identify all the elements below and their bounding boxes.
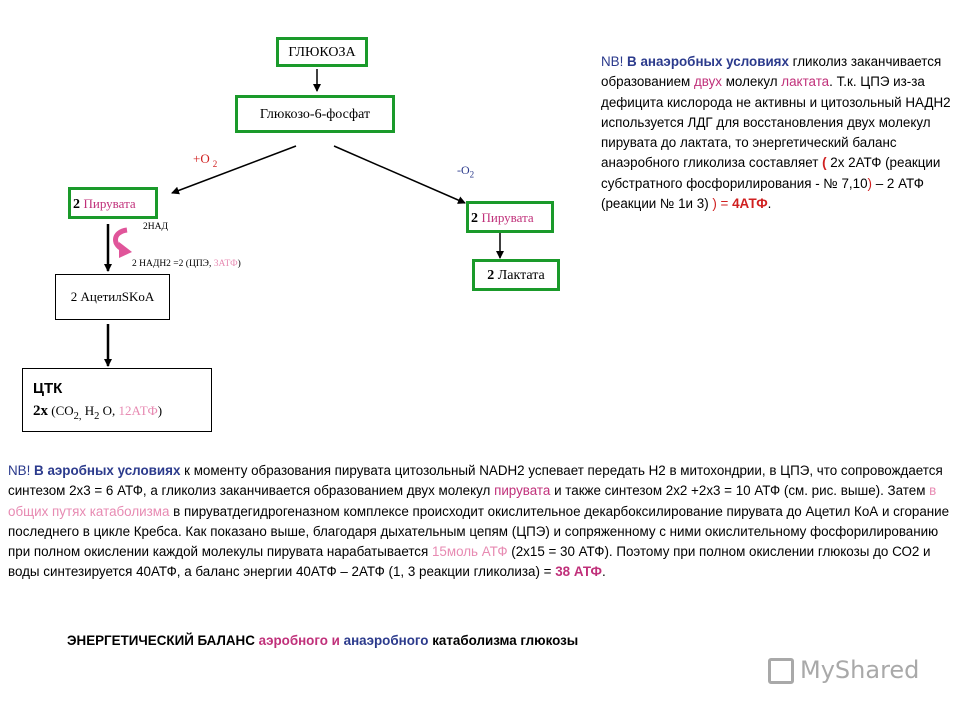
arrow-g6p-to-anaerobic	[334, 146, 465, 203]
aerobic-note-piruvata: пирувата	[494, 483, 551, 499]
minus-o2-sub: 2	[469, 169, 475, 180]
minus-o2-prefix: -О	[457, 163, 470, 177]
anaerobic-note-paren-open: (	[822, 155, 831, 171]
anaerobic-note-nb: NB!	[601, 54, 628, 69]
nad-label: 2НАД	[143, 222, 168, 232]
aerobic-note-dot: .	[601, 564, 606, 580]
ctk-title: ЦТК	[33, 380, 63, 397]
energy-balance-heading	[67, 633, 578, 648]
aerobic-note-nb: NB!	[8, 463, 35, 478]
plus-o2-label	[193, 151, 217, 169]
ctk-open: (СО	[48, 403, 74, 418]
aerobic-note	[8, 461, 953, 583]
anaerobic-note-t2: молекул	[722, 74, 782, 90]
aerobic-note-t3: в пируватдегидрогеназном комплексе происходит окислительное декарбоксилирование пирувата до Ацетил КоА и сгорание последнего в цикле Кребса. Как показано выше, благодаря дыхательным цепям (ЦПЭ) и сопряженному с ними окислительному фосфорилированию при полном окислении каждой молекулы пирувата нарабатывается	[8, 503, 950, 560]
balance-t2: катаболизма глюкозы	[428, 633, 579, 648]
ctk-box	[22, 368, 212, 432]
ctk-atp: 12АТФ	[118, 403, 158, 418]
ctk-o: О,	[99, 403, 119, 418]
lactate-word: Лактата	[497, 268, 545, 283]
anaerobic-note-dva: двух	[693, 74, 722, 90]
ctk-h2-sub: 2	[94, 411, 100, 422]
pyruvate-anaerobic-word: Пирувата	[481, 210, 534, 225]
pyruvate-aerobic-word: Пирувата	[83, 196, 136, 211]
anaerobic-note-bold: В анаэробных условиях	[627, 54, 789, 69]
nadh-prefix: 2 НАДН2 =2 (ЦПЭ,	[132, 259, 214, 269]
plus-o2-prefix: +О	[193, 151, 210, 166]
nadh-suffix: )	[237, 259, 241, 269]
anaerobic-note-dot: .	[767, 196, 772, 212]
balance-anaerobic: анаэробного	[343, 633, 429, 648]
pyruvate-anaerobic-num: 2	[471, 211, 478, 226]
ctk-co2-sub: 2,	[73, 411, 82, 422]
aerobic-note-paths: в общих путях катаболизма	[8, 483, 937, 519]
anaerobic-note-t6: ) =	[712, 196, 733, 212]
pyruvate-anaerobic-box	[466, 201, 554, 233]
acetyl-label: 2 АцетилSKoA	[70, 289, 155, 304]
anaerobic-note-paren-close: )	[867, 175, 873, 191]
acetyl-box	[55, 274, 170, 320]
watermark-logo-icon	[768, 658, 794, 684]
pyruvate-aerobic-box	[68, 187, 158, 219]
nadh-label	[132, 259, 241, 269]
aerobic-note-bold: В аэробных условиях	[34, 463, 181, 478]
plus-o2-sub: 2	[212, 158, 218, 169]
g6p-label: Глюкозо-6-фосфат	[259, 107, 371, 122]
ctk-h: Н	[81, 403, 95, 418]
anaerobic-note-t3: . Т.к. ЦПЭ из-за дефицита кислорода не активны и цитозольный НАДН2 используется ЛДГ для восстановления двух молекул пирувата до лактата, то энергетический баланс анаэробного гликолиза составляет	[601, 74, 951, 171]
anaerobic-note-laktata: лактата	[781, 74, 830, 90]
arrow-g6p-to-aerobic	[172, 146, 296, 193]
aerobic-note-fifteen: 15моль АТФ	[431, 544, 508, 560]
anaerobic-note-t1: гликолиз заканчивается образованием	[601, 54, 942, 90]
lactate-box	[472, 259, 560, 291]
nadh-atp: 3АТФ	[213, 259, 238, 269]
anaerobic-note-result: 4АТФ	[732, 196, 768, 212]
anaerobic-note	[601, 52, 953, 214]
lactate-num: 2	[487, 268, 495, 283]
pyruvate-aerobic-num: 2	[73, 197, 80, 212]
ctk-close: )	[157, 403, 163, 418]
glucose-box	[276, 37, 368, 67]
watermark-text: MyShared	[800, 656, 920, 684]
curved-nad-arrowhead	[119, 242, 132, 258]
minus-o2-label	[457, 163, 474, 179]
g6p-box	[235, 95, 395, 133]
aerobic-note-t1: к моменту образования пирувата цитозольный NADH2 успевает передать Н2 в митохондрии, в ЦПЭ, что сопровождается синтезом 2х3 = 6 АТФ, а гликолиз заканчивается образованием двух молекул	[8, 463, 943, 499]
ctk-mult: 2х	[33, 403, 48, 419]
aerobic-note-t4: (2х15 = 30 АТФ). Поэтому при полном окислении глюкозы до СО2 и воды синтезируется 40АТФ, а баланс энергии 40АТФ – 2АТФ (1, 3 реакции гликолиза) =	[8, 544, 931, 580]
balance-aerobic: аэробного и	[258, 633, 344, 648]
balance-t1: ЭНЕРГЕТИЧЕСКИЙ БАЛАНС	[67, 633, 259, 648]
anaerobic-note-t5: – 2 АТФ (реакции № 1и 3)	[601, 175, 924, 212]
aerobic-note-result: 38 АТФ	[555, 564, 602, 580]
ctk-line	[33, 400, 211, 428]
anaerobic-note-t4: 2х 2АТФ (реакции субстратного фосфорилирования - № 7,10	[601, 155, 941, 191]
glucose-label: ГЛЮКОЗА	[288, 45, 356, 60]
aerobic-note-t2: и также синтезом 2х2 +2х3 = 10 АТФ (см. рис. выше). Затем	[550, 483, 930, 499]
